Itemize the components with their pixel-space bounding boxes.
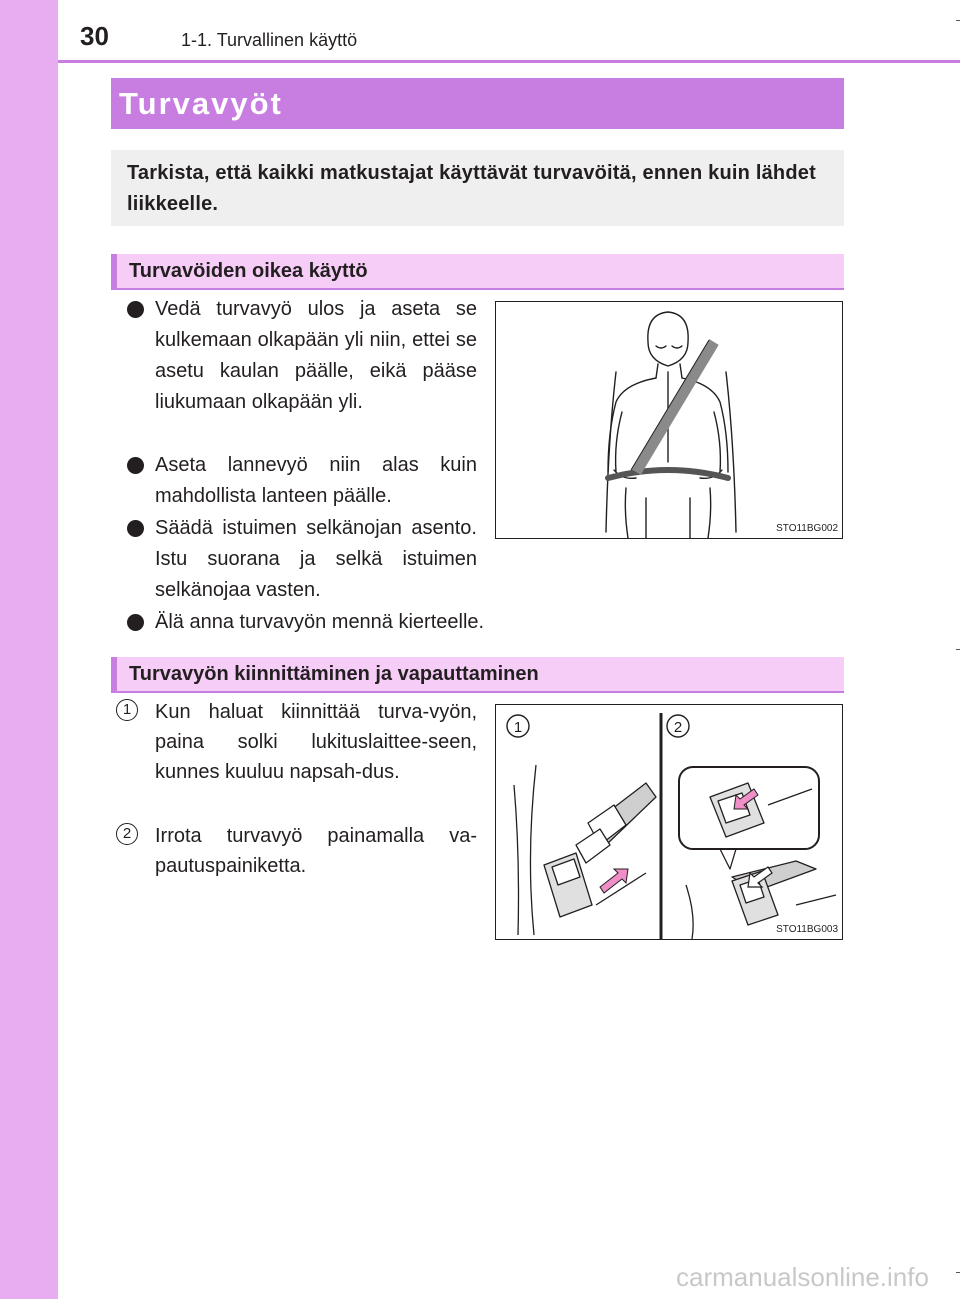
running-head: 1-1. Turvallinen käyttö <box>181 30 358 50</box>
header-rule <box>58 60 960 63</box>
watermark: carmanualsonline.info <box>676 1262 929 1292</box>
list-item <box>127 513 477 606</box>
page-title: Turvavyöt <box>119 86 283 121</box>
list-item <box>127 450 477 512</box>
step-text: Irrota turvavyö painamalla va-pautuspainiketta. <box>155 825 477 877</box>
bullet-icon <box>127 301 144 318</box>
section-heading-fastening <box>111 657 844 693</box>
panel-label-2: 2 <box>673 719 683 736</box>
crop-mark <box>956 649 960 650</box>
section-heading-correct-use <box>111 254 844 290</box>
page-title-bar <box>111 78 844 129</box>
crop-mark <box>956 20 960 21</box>
figure-code: STO11BG002 <box>776 523 838 534</box>
bullet-text: Säädä istuimen selkänojan asento. Istu suorana ja selkä istuimen selkänojaa vasten. <box>155 517 477 601</box>
list-item <box>127 294 477 418</box>
list-item <box>127 607 627 638</box>
section-heading-text: Turvavöiden oikea käyttö <box>129 260 368 282</box>
figure-buckle-fastening <box>495 704 843 940</box>
step-number-icon: 1 <box>116 699 138 721</box>
list-item <box>116 697 477 787</box>
crop-mark <box>956 1272 960 1273</box>
panel-label-1: 1 <box>513 719 523 736</box>
bullet-icon <box>127 457 144 474</box>
section-heading-text: Turvavyön kiinnittäminen ja vapauttaminen <box>129 663 539 685</box>
figure-seated-person-seatbelt <box>495 301 843 539</box>
list-item <box>116 821 477 881</box>
bullet-text: Älä anna turvavyön mennä kierteelle. <box>155 611 485 633</box>
intro-text: Tarkista, että kaikki matkustajat käyttävät turvavöitä, ennen kuin lähdet liikkeelle. <box>127 162 816 215</box>
side-color-band <box>0 0 58 1299</box>
bullet-icon <box>127 520 144 537</box>
seated-person-illustration <box>496 302 843 539</box>
step-number-icon: 2 <box>116 823 138 845</box>
bullet-text: Vedä turvavyö ulos ja aseta se kulkemaan olkapään yli niin, ettei se asetu kaulan päälle, eikä pääse liukumaan olkapään yli. <box>155 298 477 413</box>
buckle-illustration <box>496 705 843 940</box>
intro-box <box>111 150 844 226</box>
figure-code: STO11BG003 <box>776 924 838 935</box>
step-text: Kun haluat kiinnittää turva-vyön, paina solki lukituslaittee-seen, kunnes kuuluu napsah-dus. <box>155 701 477 783</box>
bullet-icon <box>127 614 144 631</box>
page-number: 30 <box>80 21 109 51</box>
bullet-text: Aseta lannevyö niin alas kuin mahdollista lanteen päälle. <box>155 454 477 507</box>
